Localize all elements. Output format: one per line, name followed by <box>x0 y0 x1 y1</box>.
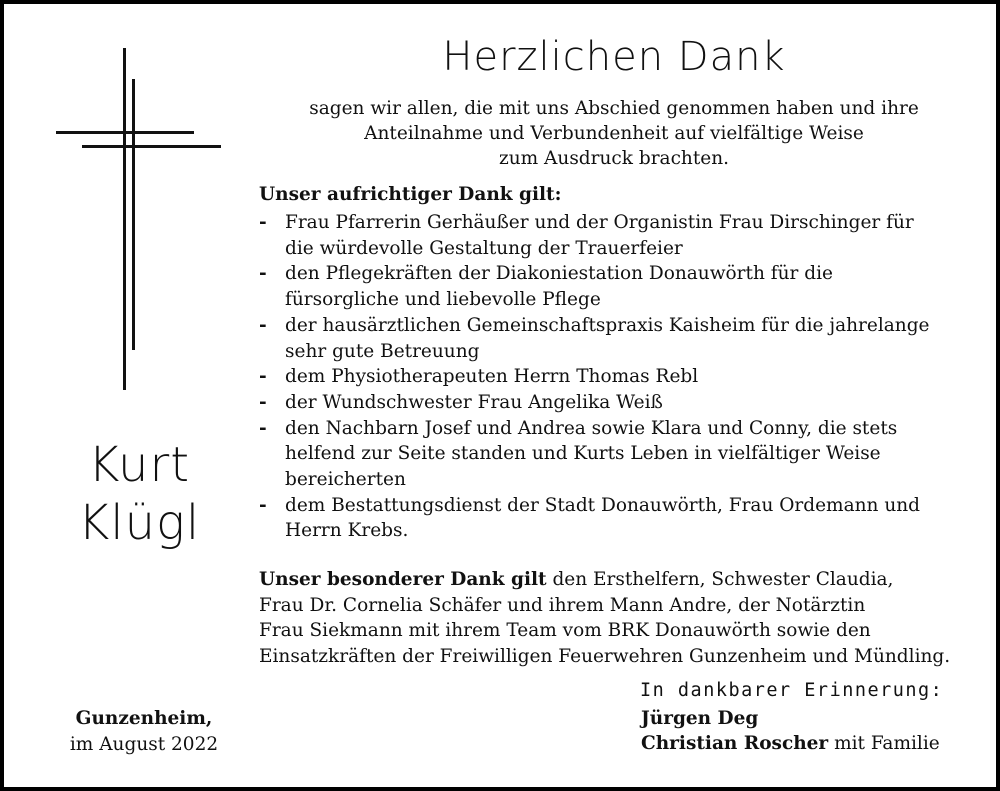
signer-2 <box>641 733 940 754</box>
dash-bullet: - <box>259 391 267 413</box>
list-item <box>259 313 999 364</box>
place-month: im August 2022 <box>69 734 219 755</box>
signer-1: Jürgen Deg <box>641 708 759 729</box>
list-item-text: den Nachbarn Josef und Andrea sowie Klara und Conny, die stets helfend zur Seite standen und Kurts Leben in vielfältiger Weise bereicherten <box>285 417 898 491</box>
dash-bullet: - <box>259 314 267 336</box>
list-item <box>259 390 999 416</box>
thanks-heading: Unser aufrichtiger Dank gilt: <box>259 184 562 205</box>
intro-line: sagen wir allen, die mit uns Abschied genommen haben und ihre <box>309 98 919 119</box>
signer-2-suffix: mit Familie <box>828 733 940 754</box>
list-item-text: Frau Pfarrerin Gerhäußer und der Organistin Frau Dirschinger für die würdevolle Gestaltung der Trauerfeier <box>285 212 914 259</box>
list-item-text: den Pflegekräften der Diakoniestation Donauwörth für die fürsorgliche und liebevolle Pflege <box>285 263 833 311</box>
deceased-last-name: Klügl <box>77 495 201 551</box>
intro-line: Anteilnahme und Verbundenheit auf vielfältige Weise <box>364 123 864 144</box>
intro-line: zum Ausdruck brachten. <box>498 148 730 169</box>
list-item <box>259 261 999 312</box>
special-thanks <box>259 567 999 669</box>
deceased-first-name: Kurt <box>87 437 191 493</box>
dash-bullet: - <box>259 366 267 388</box>
special-thanks-text: den Ersthelfern, Schwester Claudia, Frau Dr. Cornelia Schäfer und ihrem Mann Andre, der Notärztin Frau Siekmann mit ihrem Team vom BRK Donauwörth sowie den Einsatzkräften der Freiwilligen Feuerwehren Gunzenheim und Mündling. <box>259 569 951 667</box>
list-item <box>259 416 999 493</box>
list-item-text: der Wundschwester Frau Angelika Weiß <box>285 391 663 413</box>
list-item-text: der hausärztlichen Gemeinschaftspraxis Kaisheim für die jahrelange sehr gute Betreuung <box>285 314 930 362</box>
intro-text <box>259 96 969 171</box>
list-item <box>259 210 999 261</box>
dash-bullet: - <box>259 417 267 439</box>
dash-bullet: - <box>259 212 267 233</box>
dash-bullet: - <box>259 263 267 285</box>
signer-2-name: Christian Roscher <box>641 733 829 754</box>
special-thanks-lead: Unser besonderer Dank gilt <box>259 569 547 590</box>
list-item-text: dem Bestattungsdienst der Stadt Donauwörth, Frau Ordemann und Herrn Krebs. <box>285 494 921 542</box>
place-city: Gunzenheim, <box>75 708 213 729</box>
page-title: Herzlichen Dank <box>442 34 786 80</box>
deceased-name <box>44 436 234 552</box>
memory-line: In dankbarer Erinnerung: <box>640 680 944 701</box>
place-date <box>44 706 244 758</box>
dash-bullet: - <box>259 494 267 516</box>
list-item-text: dem Physiotherapeuten Herrn Thomas Rebl <box>285 366 699 388</box>
list-item <box>259 364 999 390</box>
list-item <box>259 493 999 544</box>
thanks-list <box>259 210 999 544</box>
